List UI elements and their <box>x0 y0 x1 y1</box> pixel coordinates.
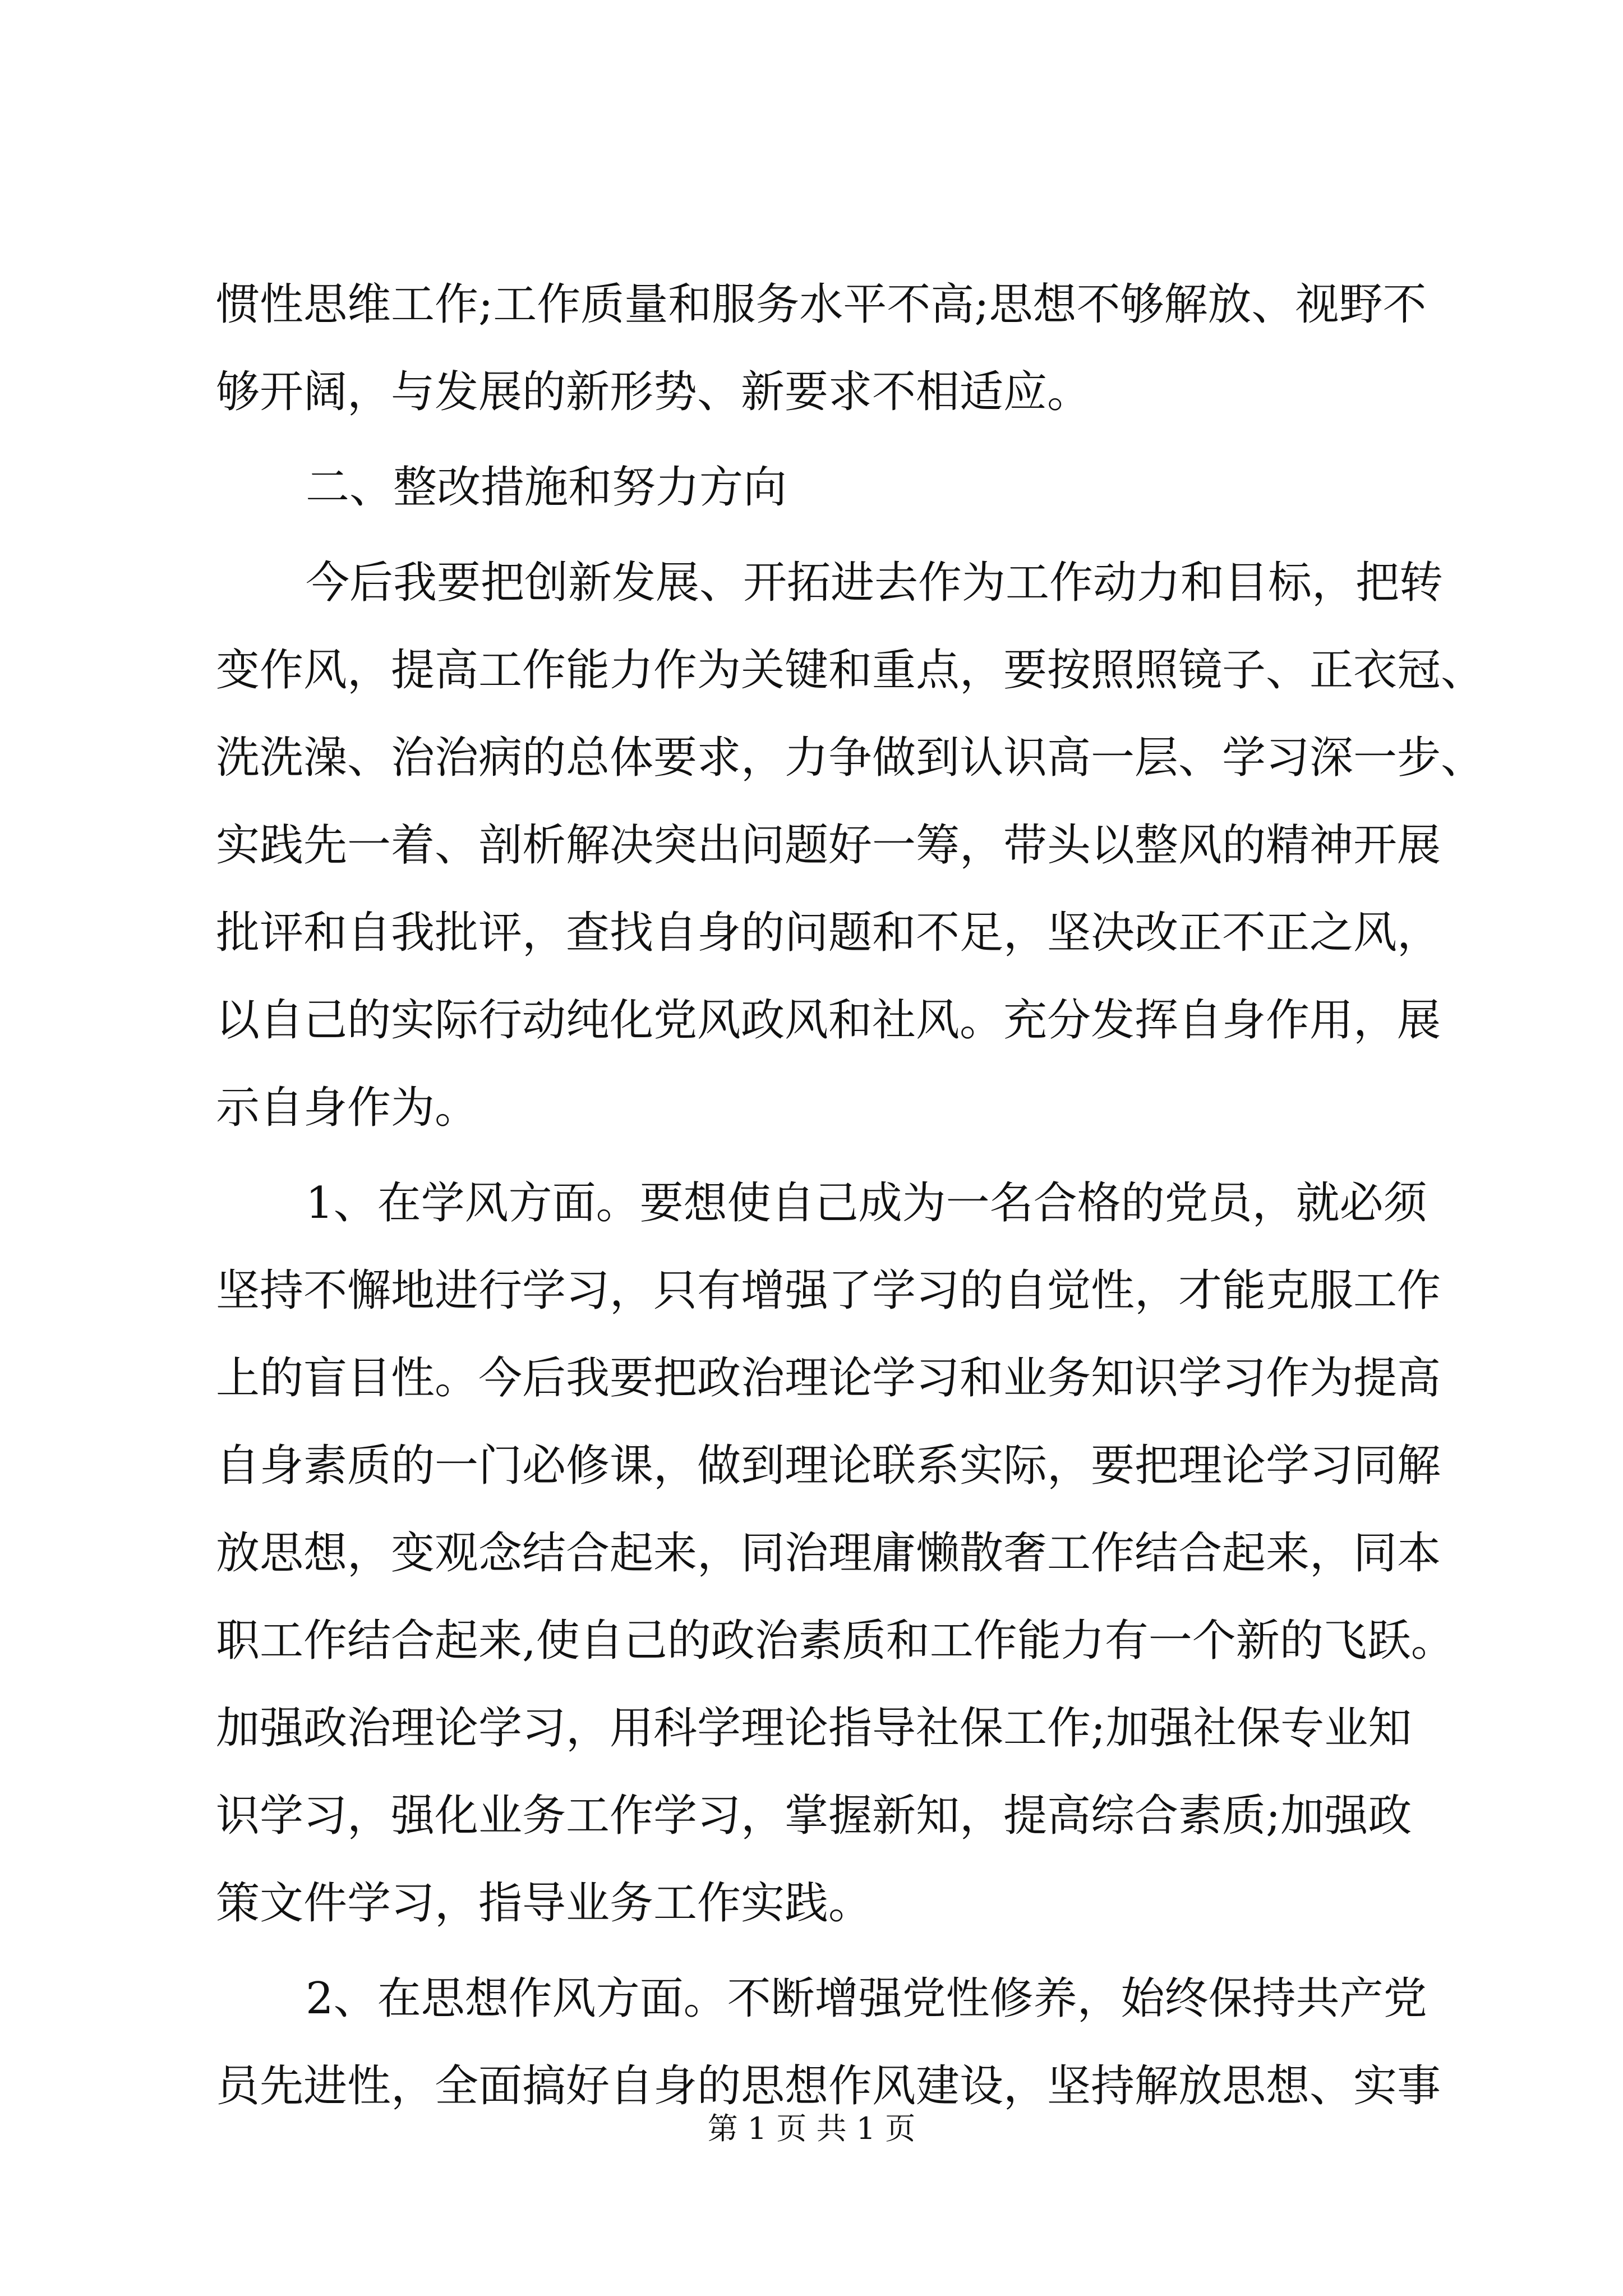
text-line: 变作风，提高工作能力作为关键和重点，要按照照镜子、正衣冠、 <box>216 645 1485 696</box>
text-line: 策文件学习，指导业务工作实践。 <box>216 1878 873 1929</box>
text-line: 加强政治理论学习，用科学理论指导社保工作;加强社保专业知 <box>216 1703 1412 1754</box>
text-line: 员先进性，全面搞好自身的思想作风建设，坚持解放思想、实事 <box>216 2061 1441 2111</box>
text-line: 惯性思维工作;工作质量和服务水平不高;思想不够解放、视野不 <box>216 279 1427 330</box>
text-line: 今后我要把创新发展、开拓进去作为工作动力和目标，把转 <box>306 558 1444 608</box>
text-line: 1、在学风方面。要想使自己成为一名合格的党员，就必须 <box>306 1178 1427 1228</box>
text-line: 放思想，变观念结合起来，同治理庸懒散奢工作结合起来，同本 <box>216 1528 1441 1579</box>
section-heading: 二、整改措施和努力方向 <box>306 462 787 513</box>
document-body <box>216 261 1485 2130</box>
text-line: 识学习，强化业务工作学习，掌握新知，提高综合素质;加强政 <box>216 1791 1412 1841</box>
text-line: 自身素质的一门必修课，做到理论联系实际，要把理论学习同解 <box>216 1441 1441 1491</box>
text-line: 以自己的实际行动纯化党风政风和社风。充分发挥自身作用，展 <box>216 995 1441 1046</box>
page-footer: 第 1 页 共 1 页 <box>707 2111 916 2146</box>
text-line: 示自身作为。 <box>216 1083 479 1133</box>
text-line: 批评和自我批评，查找自身的问题和不足，坚决改正不正之风， <box>216 908 1441 958</box>
text-line: 洗洗澡、治治病的总体要求，力争做到认识高一层、学习深一步、 <box>216 733 1485 783</box>
text-line: 2、在思想作风方面。不断增强党性修养，始终保持共产党 <box>306 1973 1427 2024</box>
text-line: 坚持不懈地进行学习，只有增强了学习的自觉性，才能克服工作 <box>216 1266 1441 1316</box>
text-line: 实践先一着、剖析解决突出问题好一筹，带头以整风的精神开展 <box>216 820 1441 871</box>
text-line: 够开阔，与发展的新形势、新要求不相适应。 <box>216 367 1091 417</box>
text-line: 上的盲目性。今后我要把政治理论学习和业务知识学习作为提高 <box>216 1353 1441 1404</box>
text-line: 职工作结合起来,使自己的政治素质和工作能力有一个新的飞跃。 <box>216 1616 1455 1666</box>
